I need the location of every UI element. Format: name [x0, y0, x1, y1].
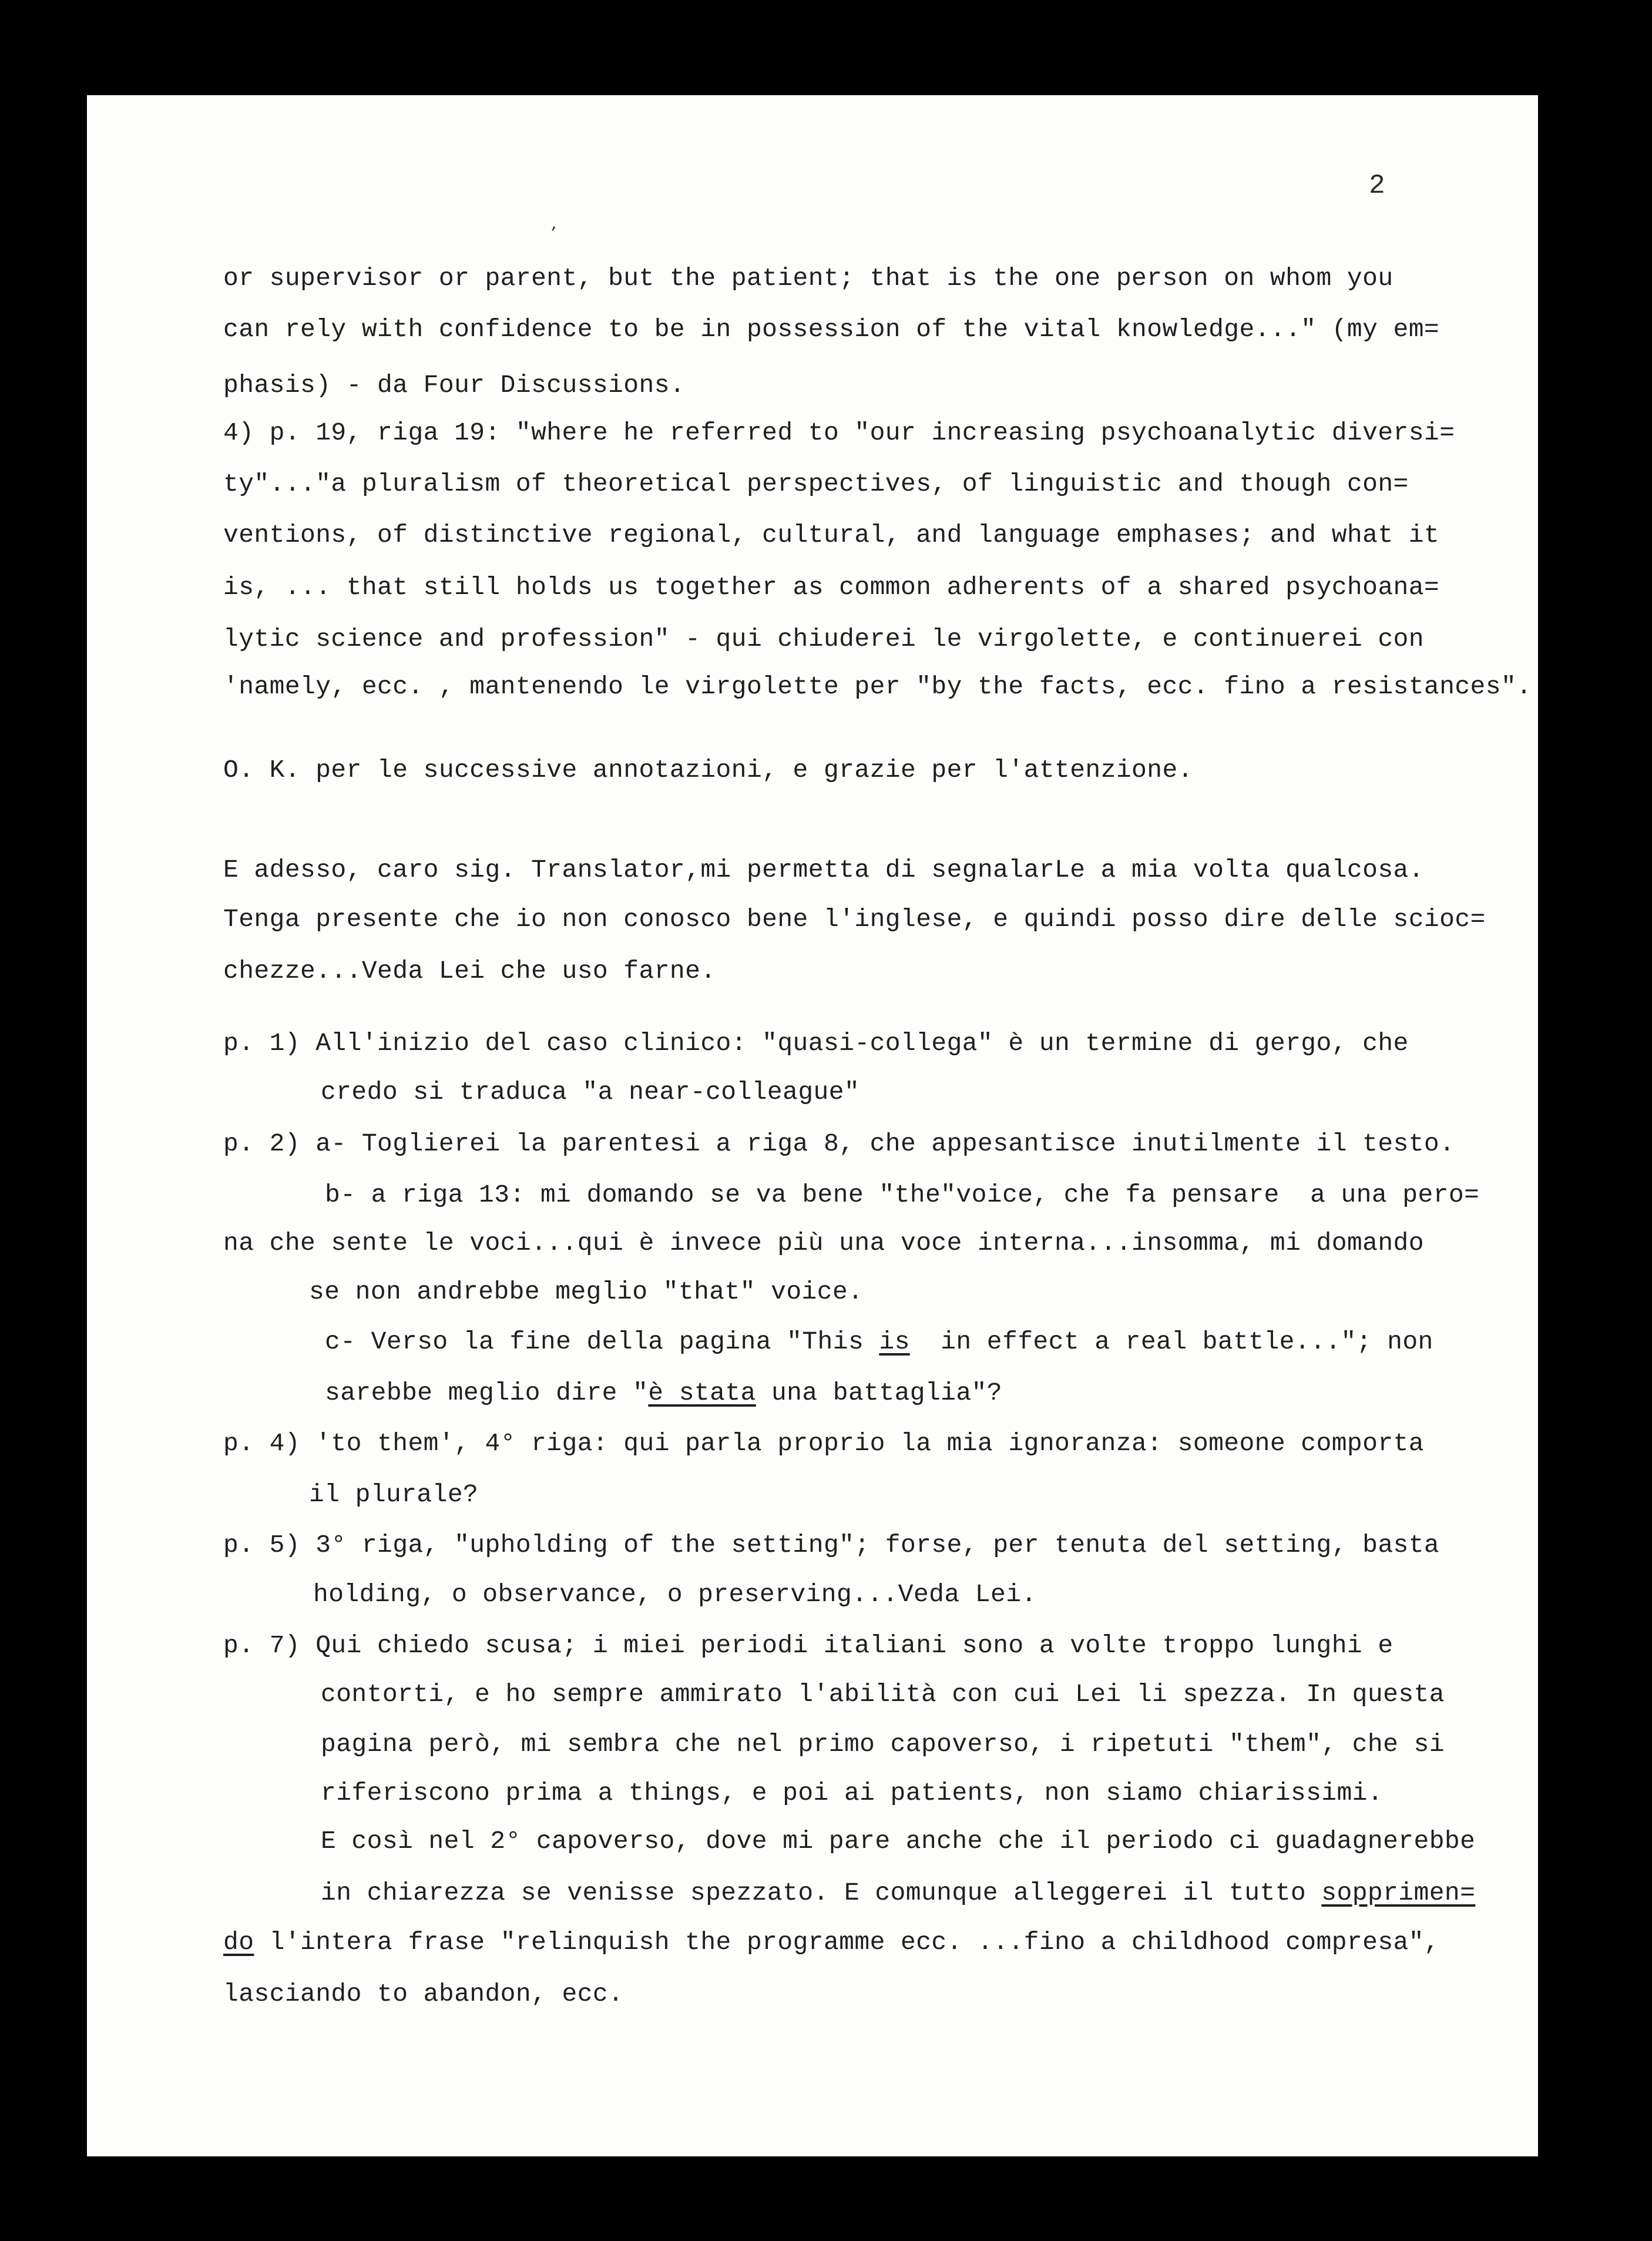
page-number: 2: [1369, 170, 1385, 201]
text-line: [223, 1930, 1439, 1955]
text-line: [321, 1880, 1475, 1905]
text-line: lasciando to abandon, ecc.: [223, 1980, 624, 2008]
text-line: ty"..."a pluralism of theoretical perspectives, of linguistic and though con=: [223, 469, 1409, 498]
pen-mark: ,: [551, 213, 557, 233]
text-span: l'intera frase "relinquish the programme ecc. ...fino a childhood compresa",: [254, 1928, 1440, 1957]
text-line: lytic science and profession" - qui chiuderei le virgolette, e continuerei con: [223, 625, 1424, 653]
text-line: p. 1) All'inizio del caso clinico: "quasi-collega" è un termine di gergo, che: [223, 1029, 1409, 1058]
text-line: riferiscono prima a things, e poi ai patients, non siamo chiarissimi.: [321, 1779, 1384, 1807]
text-line: p. 5) 3° riga, "upholding of the setting"; forse, per tenuta del setting, basta: [223, 1531, 1440, 1559]
text-span: in chiarezza se venisse spezzato. E comunque alleggerei il tutto: [321, 1878, 1322, 1907]
text-line: p. 4) 'to them', 4° riga: qui parla proprio la mia ignoranza: someone comporta: [223, 1429, 1424, 1458]
text-line: can rely with confidence to be in possession of the vital knowledge..." (my em=: [223, 315, 1440, 344]
text-line: il plurale?: [309, 1480, 479, 1509]
text-line: p. 7) Qui chiedo scusa; i miei periodi italiani sono a volte troppo lunghi e: [223, 1631, 1394, 1660]
text-span: sarebbe meglio dire ": [325, 1378, 649, 1407]
text-line: or supervisor or parent, but the patient; that is the one person on whom you: [223, 264, 1394, 293]
text-line: p. 2) a- Toglierei la parentesi a riga 8, che appesantisce inutilmente il testo.: [223, 1129, 1455, 1158]
text-line: na che sente le voci...qui è invece più una voce interna...insomma, mi domando: [223, 1229, 1424, 1257]
text-line: b- a riga 13: mi domando se va bene "the"voice, che fa pensare a una pero=: [325, 1180, 1480, 1209]
text-line: [325, 1329, 1433, 1354]
document-page: [87, 95, 1538, 2156]
text-span: una battaglia"?: [756, 1378, 1003, 1407]
text-line: 4) p. 19, riga 19: "where he referred to "our increasing psychoanalytic diversi=: [223, 418, 1455, 447]
underlined-text: è stata: [648, 1378, 756, 1407]
underlined-text: do: [223, 1928, 254, 1957]
text-line: credo si traduca "a near-colleague": [321, 1078, 860, 1106]
text-line: [325, 1380, 1002, 1405]
underlined-text: is: [879, 1327, 910, 1356]
text-span: in effect a real battle..."; non: [909, 1327, 1433, 1356]
text-line: se non andrebbe meglio "that" voice.: [309, 1277, 864, 1306]
text-line: phasis) - da Four Discussions.: [223, 371, 686, 400]
text-line: Tenga presente che io non conosco bene l'inglese, e quindi posso dire delle scioc=: [223, 905, 1486, 934]
text-line: 'namely, ecc. , mantenendo le virgolette per "by the facts, ecc. fino a resistances".: [223, 672, 1532, 701]
text-line: contorti, e ho sempre ammirato l'abilità con cui Lei li spezza. In questa: [321, 1680, 1445, 1709]
text-span: c- Verso la fine della pagina "This: [325, 1327, 879, 1356]
text-line: pagina però, mi sembra che nel primo capoverso, i ripetuti "them", che si: [321, 1730, 1445, 1759]
text-line: holding, o observance, o preserving...Veda Lei.: [313, 1580, 1037, 1609]
text-line: ventions, of distinctive regional, cultural, and language emphases; and what it: [223, 521, 1440, 549]
text-line: O. K. per le successive annotazioni, e grazie per l'attenzione.: [223, 756, 1193, 784]
text-line: chezze...Veda Lei che uso farne.: [223, 957, 716, 985]
underlined-text: sopprimen=: [1321, 1878, 1476, 1907]
text-line: is, ... that still holds us together as common adherents of a shared psychoana=: [223, 573, 1440, 602]
text-line: E così nel 2° capoverso, dove mi pare anche che il periodo ci guadagnerebbe: [321, 1827, 1476, 1856]
text-line: E adesso, caro sig. Translator,mi permetta di segnalarLe a mia volta qualcosa.: [223, 856, 1424, 884]
